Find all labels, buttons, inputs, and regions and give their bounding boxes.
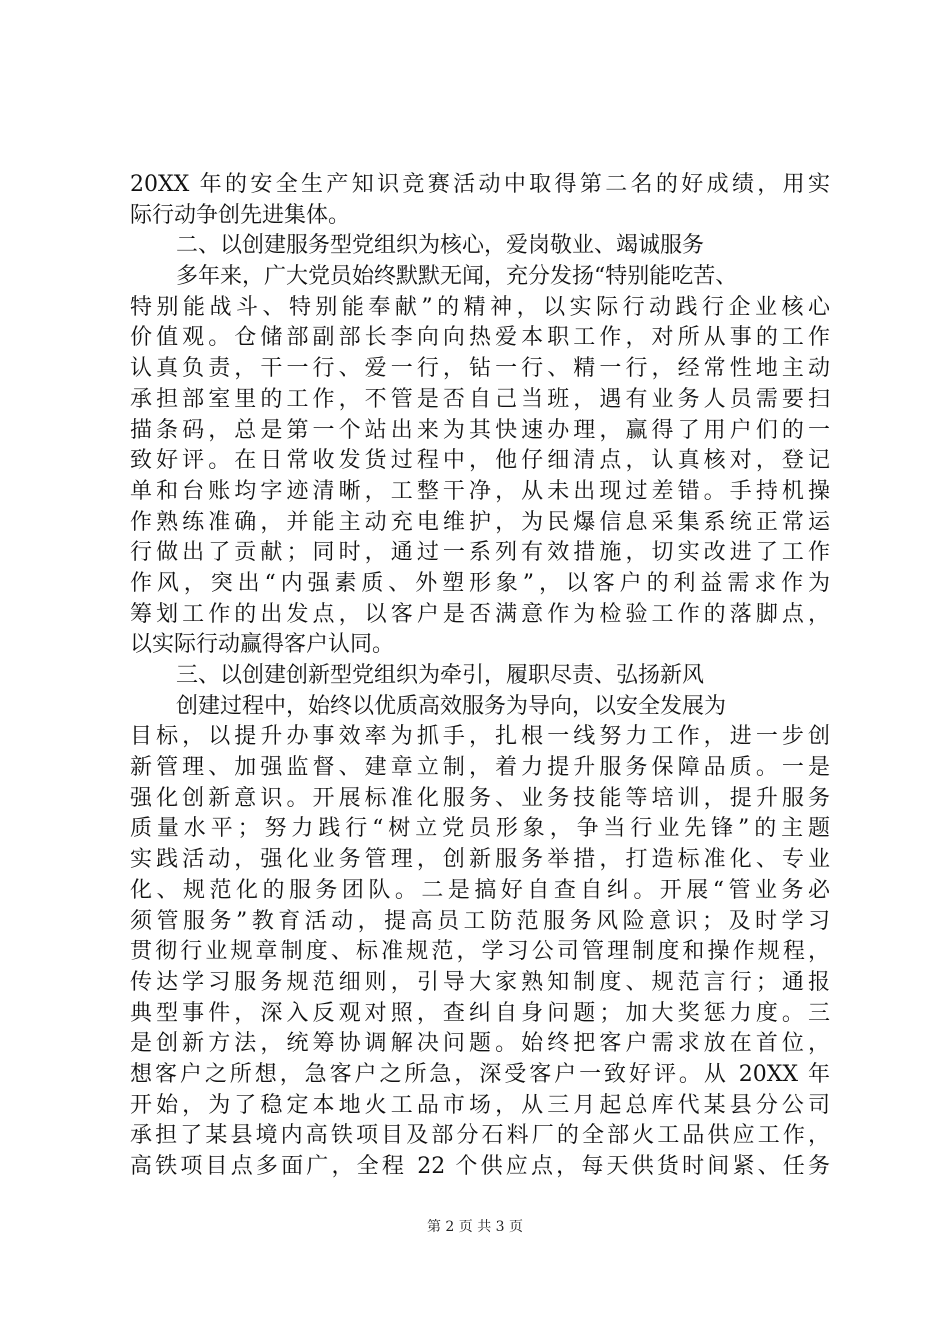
text-line: 特别能战斗、特别能奉献”的精神，以实际行动践行企业核心 [130, 294, 830, 320]
text-line: 想客户之所想，急客户之所急，深受客户一致好评。从 20XX 年 [130, 1061, 830, 1087]
text-line: 强化创新意识。开展标准化服务、业务技能等培训，提升服务 [130, 785, 830, 811]
text-line: 新管理、加强监督、建章立制，着力提升服务保障品质。一是 [130, 755, 830, 781]
text-line: 际行动争创先进集体。 [130, 202, 351, 228]
text-line: 典型事件，深入反观对照，查纠自身问题；加大奖惩力度。三 [130, 1000, 830, 1026]
body-text [130, 170, 830, 1183]
text-line: 质量水平；努力践行“树立党员形象，争当行业先锋”的主题 [130, 816, 830, 842]
text-line: 目标，以提升办事效率为抓手，扎根一线努力工作，进一步创 [130, 724, 830, 750]
text-line: 作风，突出“内强素质、外塑形象”，以客户的利益需求作为 [130, 570, 830, 596]
text-line: 承担部室里的工作，不管是否自己当班，遇有业务人员需要扫 [130, 386, 830, 412]
text-line: 多年来，广大党员始终默默无闻，充分发扬“特别能吃苦、 [176, 264, 738, 290]
text-line: 传达学习服务规范细则，引导大家熟知制度、规范言行；通报 [130, 969, 830, 995]
text-line: 承担了某县境内高铁项目及部分石料厂的全部火工品供应工作， [130, 1123, 830, 1149]
text-line: 创建过程中，始终以优质高效服务为导向，以安全发展为 [176, 693, 727, 719]
text-line: 作熟练准确，并能主动充电维护，为民爆信息采集系统正常运 [130, 509, 830, 535]
text-line: 二、以创建服务型党组织为核心，爱岗敬业、竭诚服务 [176, 233, 705, 259]
text-line: 实践活动，强化业务管理，创新服务举措，打造标准化、专业 [130, 847, 830, 873]
text-line: 化、规范化的服务团队。二是搞好自查自纠。开展“管业务必 [130, 877, 830, 903]
text-line: 三、以创建创新型党组织为牵引，履职尽责、弘扬新风 [176, 663, 705, 688]
text-line: 须管服务”教育活动，提高员工防范服务风险意识；及时学习 [130, 908, 830, 934]
text-line: 描条码，总是第一个站出来为其快速办理，赢得了用户们的一 [130, 417, 830, 443]
text-line: 行做出了贡献；同时，通过一系列有效措施，切实改进了工作 [130, 540, 830, 566]
text-line: 以实际行动赢得客户认同。 [130, 632, 395, 658]
text-line: 贯彻行业规章制度、标准规范，学习公司管理制度和操作规程， [130, 939, 830, 965]
text-line: 价值观。仓储部副部长李向向热爱本职工作，对所从事的工作 [130, 325, 830, 351]
text-line: 20XX 年的安全生产知识竞赛活动中取得第二名的好成绩，用实 [130, 172, 830, 197]
text-line: 认真负责，干一行、爱一行，钻一行、精一行，经常性地主动 [130, 356, 830, 382]
page-footer: 第 2 页 共 3 页 [426, 1219, 524, 1235]
text-line: 致好评。在日常收发货过程中，他仔细清点，认真核对，登记 [130, 448, 830, 474]
text-line: 单和台账均字迹清晰，工整干净，从未出现过差错。手持机操 [130, 478, 830, 504]
text-line: 是创新方法，统筹协调解决问题。始终把客户需求放在首位， [130, 1031, 830, 1057]
text-line: 筹划工作的出发点，以客户是否满意作为检验工作的落脚点， [130, 601, 830, 627]
text-line: 高铁项目点多面广，全程 22 个供应点，每天供货时间紧、任务 [130, 1154, 830, 1179]
text-line: 开始，为了稳定本地火工品市场，从三月起总库代某县分公司 [130, 1092, 830, 1118]
